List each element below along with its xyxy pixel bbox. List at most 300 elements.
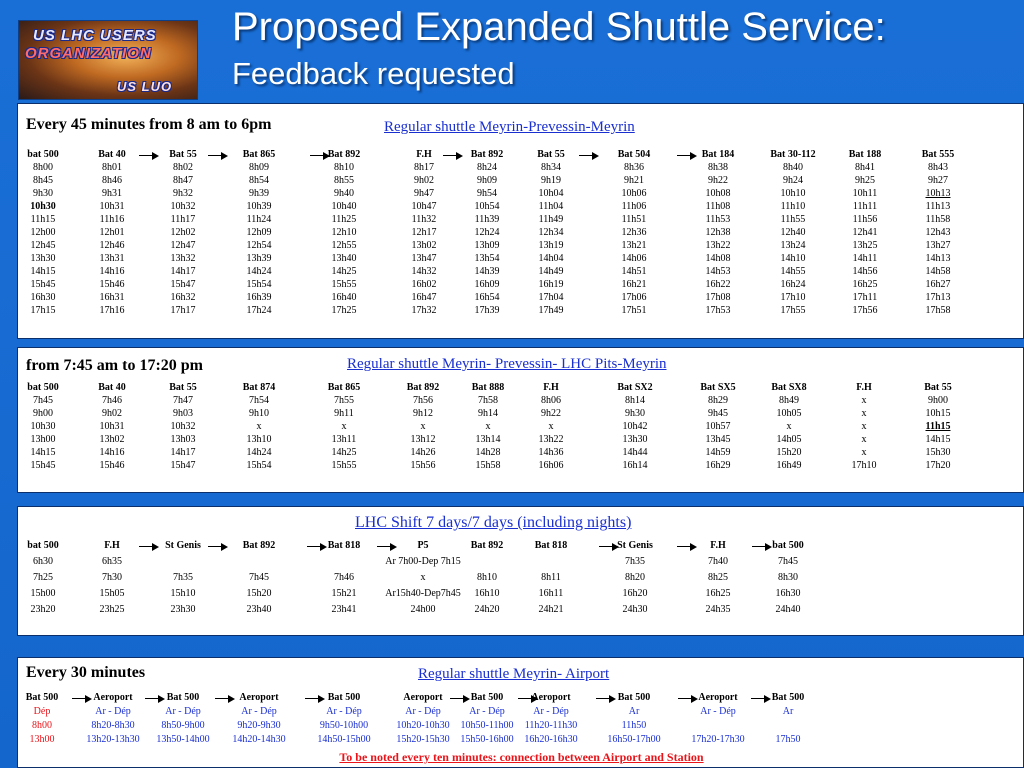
timetable-cell: 8h02 bbox=[173, 162, 193, 173]
timetable-cell: 13h14 bbox=[475, 434, 501, 445]
timetable-cell: Bat 500 bbox=[470, 692, 504, 703]
timetable-cell: 14h26 bbox=[410, 447, 436, 458]
timetable-cell: 9h31 bbox=[102, 188, 122, 199]
timetable-cell: 14h15 bbox=[925, 434, 951, 445]
timetable-cell: 13h27 bbox=[925, 240, 951, 251]
logo-line2: ORGANIZATION bbox=[25, 45, 152, 62]
timetable-cell: 9h27 bbox=[928, 175, 948, 186]
timetable-cell: 16h39 bbox=[246, 292, 272, 303]
timetable-cell: 11h56 bbox=[852, 214, 878, 225]
timetable-cell: 9h22 bbox=[541, 408, 561, 419]
timetable-cell: 8h01 bbox=[102, 162, 122, 173]
timetable-cell: 7h46 bbox=[334, 572, 354, 583]
timetable-cell: Bat SX8 bbox=[771, 382, 807, 393]
timetable-cell: 7h35 bbox=[173, 572, 193, 583]
timetable-cell: 13h02 bbox=[411, 240, 437, 251]
timetable-cell: 11h15 bbox=[925, 421, 951, 432]
timetable-cell: 9h20-9h30 bbox=[237, 720, 281, 731]
timetable-cell: 7h35 bbox=[625, 556, 645, 567]
timetable-cell: Bat 55 bbox=[169, 149, 197, 160]
timetable-cell: 10h15 bbox=[925, 408, 951, 419]
timetable-cell: Bat 500 bbox=[617, 692, 651, 703]
timetable-cell: bat 500 bbox=[27, 540, 59, 551]
table-row bbox=[18, 572, 1024, 588]
timetable-cell: 13h00 bbox=[29, 734, 55, 745]
timetable-cell: x bbox=[548, 421, 554, 432]
timetable-cell: 16h19 bbox=[538, 279, 564, 290]
timetable-cell: 9h30 bbox=[33, 188, 53, 199]
arrow-right-icon bbox=[518, 698, 536, 699]
timetable-cell: 10h11 bbox=[852, 188, 878, 199]
timetable-cell: 11h15 bbox=[30, 214, 56, 225]
timetable-cell: Ar - Dép bbox=[700, 706, 736, 717]
timetable-cell: 16h22 bbox=[705, 279, 731, 290]
timetable-cell: 12h24 bbox=[474, 227, 500, 238]
timetable-cell: 10h05 bbox=[776, 408, 802, 419]
timetable-cell: 17h16 bbox=[99, 305, 125, 316]
timetable-cell: 8h00 bbox=[33, 162, 53, 173]
timetable-cell: 23h25 bbox=[99, 604, 125, 615]
timetable-cell: 14h05 bbox=[776, 434, 802, 445]
timetable-cell: 16h09 bbox=[474, 279, 500, 290]
timetable-cell: 15h21 bbox=[331, 588, 357, 599]
timetable-cell: 17h13 bbox=[925, 292, 951, 303]
timetable-cell: 14h11 bbox=[852, 253, 878, 264]
timetable-cell: 7h40 bbox=[708, 556, 728, 567]
timetable-cell: Bat 500 bbox=[166, 692, 200, 703]
timetable-cell: Bat 30-112 bbox=[770, 149, 816, 160]
timetable-cell: 15h50-16h00 bbox=[460, 734, 514, 745]
timetable-cell: 9h50-10h00 bbox=[319, 720, 369, 731]
timetable-cell: 8h06 bbox=[541, 395, 561, 406]
timetable-cell: 17h17 bbox=[170, 305, 196, 316]
timetable-cell: 15h05 bbox=[99, 588, 125, 599]
schedule-panel-lhc-shift bbox=[17, 506, 1024, 636]
timetable-cell: 16h50-17h00 bbox=[607, 734, 661, 745]
timetable-cell: x bbox=[861, 434, 867, 445]
timetable-cell: 12h01 bbox=[99, 227, 125, 238]
timetable-cell: 16h27 bbox=[925, 279, 951, 290]
timetable-cell: 14h44 bbox=[622, 447, 648, 458]
timetable-cell: 17h50 bbox=[775, 734, 801, 745]
timetable-cell: Bat 504 bbox=[617, 149, 651, 160]
timetable-cell: 14h53 bbox=[705, 266, 731, 277]
timetable-cell: Aeroport bbox=[698, 692, 738, 703]
timetable-cell: 14h20-14h30 bbox=[232, 734, 286, 745]
timetable-cell: 14h13 bbox=[925, 253, 951, 264]
logo-line1: US LHC USERS bbox=[33, 27, 157, 44]
timetable-cell: 17h10 bbox=[851, 460, 877, 471]
table-row bbox=[18, 460, 1024, 473]
timetable-cell: 10h57 bbox=[705, 421, 731, 432]
table-row bbox=[18, 720, 1024, 734]
timetable-cell: 7h58 bbox=[478, 395, 498, 406]
timetable-cell: 12h46 bbox=[99, 240, 125, 251]
schedule-panel-lhc-pits bbox=[17, 347, 1024, 493]
section4-heading: Every 30 minutes bbox=[26, 664, 146, 681]
timetable-cell: 8h24 bbox=[477, 162, 497, 173]
timetable-cell: 11h08 bbox=[705, 201, 731, 212]
timetable-cell: 13h22 bbox=[705, 240, 731, 251]
timetable-cell: Bat 55 bbox=[537, 149, 565, 160]
timetable-cell: 23h30 bbox=[170, 604, 196, 615]
timetable-cell: Bat 500 bbox=[327, 692, 361, 703]
timetable-cell: Ar - Dép bbox=[165, 706, 201, 717]
arrow-right-icon bbox=[208, 155, 226, 156]
timetable-cell: Bat 892 bbox=[327, 149, 361, 160]
timetable-cell: 15h20 bbox=[776, 447, 802, 458]
timetable-cell: 10h06 bbox=[621, 188, 647, 199]
arrow-right-icon bbox=[215, 698, 233, 699]
timetable-cell: 17h39 bbox=[474, 305, 500, 316]
timetable-cell: 9h00 bbox=[928, 395, 948, 406]
section2-timetable bbox=[18, 382, 1024, 473]
timetable-cell: 17h08 bbox=[705, 292, 731, 303]
timetable-cell: 13h25 bbox=[852, 240, 878, 251]
timetable-cell: 8h55 bbox=[334, 175, 354, 186]
table-row bbox=[18, 395, 1024, 408]
timetable-cell: 17h49 bbox=[538, 305, 564, 316]
table-row bbox=[18, 734, 1024, 748]
timetable-cell: 11h17 bbox=[170, 214, 196, 225]
section3-route[interactable]: LHC Shift 7 days/7 days (including nights) bbox=[355, 514, 632, 531]
section2-route[interactable]: Regular shuttle Meyrin- Prevessin- LHC Pits-Meyrin bbox=[347, 356, 667, 372]
timetable-cell: Bat 40 bbox=[98, 382, 126, 393]
timetable-cell: 14h15 bbox=[30, 266, 56, 277]
timetable-cell: 11h39 bbox=[474, 214, 500, 225]
timetable-cell: 14h55 bbox=[780, 266, 806, 277]
timetable-cell: 14h39 bbox=[474, 266, 500, 277]
timetable-cell: x bbox=[861, 408, 867, 419]
timetable-cell: Bat 874 bbox=[242, 382, 276, 393]
timetable-cell: 17h20-17h30 bbox=[691, 734, 745, 745]
timetable-cell: 14h16 bbox=[99, 447, 125, 458]
timetable-cell: 10h39 bbox=[246, 201, 272, 212]
timetable-cell: F.H bbox=[104, 540, 120, 551]
table-row bbox=[18, 292, 1024, 305]
timetable-cell: 8h41 bbox=[855, 162, 875, 173]
timetable-cell: 11h11 bbox=[852, 201, 878, 212]
header-row bbox=[18, 540, 1024, 556]
timetable-cell: 17h51 bbox=[621, 305, 647, 316]
timetable-cell: 9h40 bbox=[334, 188, 354, 199]
section1-route[interactable]: Regular shuttle Meyrin-Prevessin-Meyrin bbox=[384, 119, 635, 135]
timetable-cell: 12h02 bbox=[170, 227, 196, 238]
timetable-cell: 6h30 bbox=[33, 556, 53, 567]
timetable-cell: 9h47 bbox=[414, 188, 434, 199]
timetable-cell: 14h17 bbox=[170, 266, 196, 277]
timetable-cell: 10h31 bbox=[99, 201, 125, 212]
timetable-cell: 17h58 bbox=[925, 305, 951, 316]
arrow-right-icon bbox=[139, 546, 157, 547]
timetable-cell: 16h30 bbox=[30, 292, 56, 303]
timetable-cell: Bat 184 bbox=[701, 149, 735, 160]
timetable-cell: 15h00 bbox=[30, 588, 56, 599]
timetable-cell: 8h14 bbox=[625, 395, 645, 406]
timetable-cell: 10h20-10h30 bbox=[396, 720, 450, 731]
timetable-cell: 17h55 bbox=[780, 305, 806, 316]
timetable-cell: Bat 188 bbox=[848, 149, 882, 160]
timetable-cell: 9h10 bbox=[249, 408, 269, 419]
timetable-cell: 16h40 bbox=[331, 292, 357, 303]
table-row bbox=[18, 175, 1024, 188]
table-row bbox=[18, 266, 1024, 279]
timetable-cell: Ar - Dép bbox=[95, 706, 131, 717]
timetable-cell: 12h34 bbox=[538, 227, 564, 238]
timetable-cell: 10h04 bbox=[538, 188, 564, 199]
section4-route[interactable]: Regular shuttle Meyrin- Airport bbox=[418, 666, 610, 682]
timetable-cell: 8h47 bbox=[173, 175, 193, 186]
arrow-right-icon bbox=[145, 698, 163, 699]
us-luo-logo bbox=[18, 20, 198, 100]
timetable-cell: 24h40 bbox=[775, 604, 801, 615]
timetable-cell: 14h10 bbox=[780, 253, 806, 264]
timetable-cell: 9h45 bbox=[708, 408, 728, 419]
timetable-cell: 24h30 bbox=[622, 604, 648, 615]
timetable-cell: 15h47 bbox=[170, 460, 196, 471]
timetable-cell: 13h12 bbox=[410, 434, 436, 445]
timetable-cell: x bbox=[861, 421, 867, 432]
timetable-cell: 8h49 bbox=[779, 395, 799, 406]
timetable-cell: 13h11 bbox=[331, 434, 357, 445]
timetable-cell: 8h46 bbox=[102, 175, 122, 186]
timetable-cell: 15h55 bbox=[331, 460, 357, 471]
timetable-cell: 8h36 bbox=[624, 162, 644, 173]
timetable-cell: 16h24 bbox=[780, 279, 806, 290]
timetable-cell: 12h41 bbox=[852, 227, 878, 238]
timetable-cell: 10h54 bbox=[474, 201, 500, 212]
timetable-cell: 9h32 bbox=[173, 188, 193, 199]
timetable-cell: Bat 892 bbox=[470, 540, 504, 551]
timetable-cell: 11h51 bbox=[621, 214, 647, 225]
timetable-cell: 15h45 bbox=[30, 279, 56, 290]
table-row bbox=[18, 214, 1024, 227]
table-row bbox=[18, 588, 1024, 604]
timetable-cell: Bat 865 bbox=[327, 382, 361, 393]
timetable-cell: 11h06 bbox=[621, 201, 647, 212]
timetable-cell: 10h31 bbox=[99, 421, 125, 432]
timetable-cell: 7h56 bbox=[413, 395, 433, 406]
table-row bbox=[18, 253, 1024, 266]
timetable-cell: 17h04 bbox=[538, 292, 564, 303]
timetable-cell: 13h19 bbox=[538, 240, 564, 251]
timetable-cell: 8h25 bbox=[708, 572, 728, 583]
header-row bbox=[18, 382, 1024, 395]
timetable-cell: 12h45 bbox=[30, 240, 56, 251]
arrow-right-icon bbox=[139, 155, 157, 156]
timetable-cell: x bbox=[485, 421, 491, 432]
timetable-cell: x bbox=[420, 572, 426, 583]
timetable-cell: Bat 500 bbox=[771, 692, 805, 703]
timetable-cell: 9h02 bbox=[102, 408, 122, 419]
timetable-cell: 9h03 bbox=[173, 408, 193, 419]
arrow-right-icon bbox=[443, 155, 461, 156]
timetable-cell: 15h46 bbox=[99, 279, 125, 290]
timetable-cell: 16h54 bbox=[474, 292, 500, 303]
timetable-cell: 9h12 bbox=[413, 408, 433, 419]
timetable-cell: 15h10 bbox=[170, 588, 196, 599]
timetable-cell: 6h35 bbox=[102, 556, 122, 567]
timetable-cell: Aeroport bbox=[239, 692, 279, 703]
timetable-cell: 23h41 bbox=[331, 604, 357, 615]
timetable-cell: 13h50-14h00 bbox=[156, 734, 210, 745]
timetable-cell: 17h15 bbox=[30, 305, 56, 316]
timetable-cell: P5 bbox=[417, 540, 429, 551]
timetable-cell: 7h45 bbox=[33, 395, 53, 406]
timetable-cell: 7h55 bbox=[334, 395, 354, 406]
airport-connection-notice: To be noted every ten minutes: connection between Airport and Station bbox=[339, 750, 704, 764]
timetable-cell: 15h56 bbox=[410, 460, 436, 471]
timetable-cell: 11h24 bbox=[246, 214, 272, 225]
timetable-cell: 14h58 bbox=[925, 266, 951, 277]
timetable-cell: 16h06 bbox=[538, 460, 564, 471]
timetable-cell: St Genis bbox=[617, 540, 653, 551]
timetable-cell: 14h25 bbox=[331, 447, 357, 458]
arrow-right-icon bbox=[677, 155, 695, 156]
timetable-cell: 10h32 bbox=[170, 421, 196, 432]
timetable-cell: Bat SX5 bbox=[700, 382, 736, 393]
timetable-cell: 15h20-15h30 bbox=[396, 734, 450, 745]
timetable-cell: 14h36 bbox=[538, 447, 564, 458]
timetable-cell: 8h38 bbox=[708, 162, 728, 173]
timetable-cell: bat 500 bbox=[27, 382, 59, 393]
timetable-cell: 17h32 bbox=[411, 305, 437, 316]
arrow-right-icon bbox=[377, 546, 395, 547]
timetable-cell: 12h54 bbox=[246, 240, 272, 251]
timetable-cell: x bbox=[341, 421, 347, 432]
timetable-cell: x bbox=[420, 421, 426, 432]
timetable-cell: 16h20-16h30 bbox=[524, 734, 578, 745]
timetable-cell: 11h53 bbox=[705, 214, 731, 225]
timetable-cell: Bat 818 bbox=[327, 540, 361, 551]
timetable-cell: 24h00 bbox=[410, 604, 436, 615]
timetable-cell: Bat 888 bbox=[471, 382, 505, 393]
timetable-cell: Bat 892 bbox=[242, 540, 276, 551]
header-row bbox=[18, 149, 1024, 162]
timetable-cell: 8h17 bbox=[414, 162, 434, 173]
timetable-cell: 17h25 bbox=[331, 305, 357, 316]
timetable-cell: 13h00 bbox=[30, 434, 56, 445]
timetable-cell: 7h47 bbox=[173, 395, 193, 406]
timetable-cell: 17h06 bbox=[621, 292, 647, 303]
timetable-cell: 11h04 bbox=[538, 201, 564, 212]
arrow-right-icon bbox=[752, 546, 770, 547]
timetable-cell: 15h58 bbox=[475, 460, 501, 471]
timetable-cell: Ar bbox=[782, 706, 794, 717]
timetable-cell: 9h30 bbox=[625, 408, 645, 419]
table-row bbox=[18, 706, 1024, 720]
timetable-cell: 8h34 bbox=[541, 162, 561, 173]
timetable-cell: 16h20 bbox=[622, 588, 648, 599]
timetable-cell: 16h02 bbox=[411, 279, 437, 290]
timetable-cell: 15h45 bbox=[30, 460, 56, 471]
timetable-cell: Bat 40 bbox=[98, 149, 126, 160]
timetable-cell: 13h09 bbox=[474, 240, 500, 251]
timetable-cell: 13h24 bbox=[780, 240, 806, 251]
arrow-right-icon bbox=[305, 698, 323, 699]
timetable-cell: 13h30 bbox=[622, 434, 648, 445]
timetable-cell: 14h56 bbox=[852, 266, 878, 277]
timetable-cell: 8h50-9h00 bbox=[161, 720, 205, 731]
timetable-cell: 13h21 bbox=[621, 240, 647, 251]
timetable-cell: 24h20 bbox=[474, 604, 500, 615]
table-row bbox=[18, 240, 1024, 253]
timetable-cell: 11h25 bbox=[331, 214, 357, 225]
timetable-cell: F.H bbox=[710, 540, 726, 551]
timetable-cell: St Genis bbox=[165, 540, 201, 551]
timetable-cell: F.H bbox=[416, 149, 432, 160]
timetable-cell: 16h30 bbox=[775, 588, 801, 599]
timetable-cell: 10h47 bbox=[411, 201, 437, 212]
timetable-cell: 7h45 bbox=[249, 572, 269, 583]
timetable-cell: Dép bbox=[33, 706, 51, 717]
timetable-cell: 11h50 bbox=[621, 720, 647, 731]
timetable-cell: 15h47 bbox=[170, 279, 196, 290]
timetable-cell: 8h30 bbox=[778, 572, 798, 583]
timetable-cell: Ar - Dép bbox=[326, 706, 362, 717]
timetable-cell: Ar - Dép bbox=[533, 706, 569, 717]
timetable-cell: 13h02 bbox=[99, 434, 125, 445]
timetable-cell: Bat 55 bbox=[169, 382, 197, 393]
timetable-cell: 7h45 bbox=[778, 556, 798, 567]
timetable-cell: 13h10 bbox=[246, 434, 272, 445]
timetable-cell: 17h24 bbox=[246, 305, 272, 316]
timetable-cell: Ar - Dép bbox=[405, 706, 441, 717]
timetable-cell: 8h00 bbox=[32, 720, 52, 731]
timetable-cell: Ar 7h00-Dep 7h15 bbox=[385, 556, 461, 567]
timetable-cell: 13h39 bbox=[246, 253, 272, 264]
timetable-cell: 9h09 bbox=[477, 175, 497, 186]
timetable-cell: 9h21 bbox=[624, 175, 644, 186]
logo-line3: US LUO bbox=[117, 79, 173, 94]
table-row bbox=[18, 421, 1024, 434]
arrow-right-icon bbox=[596, 698, 614, 699]
timetable-cell: 16h21 bbox=[621, 279, 647, 290]
timetable-cell: 8h29 bbox=[708, 395, 728, 406]
timetable-cell: x bbox=[786, 421, 792, 432]
table-row bbox=[18, 305, 1024, 318]
timetable-cell: F.H bbox=[856, 382, 872, 393]
timetable-cell: 11h10 bbox=[780, 201, 806, 212]
timetable-cell: 14h08 bbox=[705, 253, 731, 264]
section1-heading: Every 45 minutes from 8 am to 6pm bbox=[26, 116, 272, 133]
timetable-cell: 8h09 bbox=[249, 162, 269, 173]
timetable-cell: 12h40 bbox=[780, 227, 806, 238]
table-row bbox=[18, 188, 1024, 201]
title-line2: Feedback requested bbox=[232, 56, 515, 91]
table-row bbox=[18, 408, 1024, 421]
table-row bbox=[18, 279, 1024, 292]
timetable-cell: 9h11 bbox=[334, 408, 354, 419]
table-row bbox=[18, 162, 1024, 175]
arrow-right-icon bbox=[599, 546, 617, 547]
timetable-cell: Bat 818 bbox=[534, 540, 568, 551]
timetable-cell: 10h32 bbox=[170, 201, 196, 212]
timetable-cell: 17h20 bbox=[925, 460, 951, 471]
timetable-cell: 11h58 bbox=[925, 214, 951, 225]
timetable-cell: 14h25 bbox=[331, 266, 357, 277]
timetable-cell: 13h03 bbox=[170, 434, 196, 445]
timetable-cell: Bat 555 bbox=[921, 149, 955, 160]
slide-title bbox=[232, 4, 886, 92]
timetable-cell: 14h24 bbox=[246, 447, 272, 458]
timetable-cell: Bat 865 bbox=[242, 149, 276, 160]
timetable-cell: 12h43 bbox=[925, 227, 951, 238]
title-line1: Proposed Expanded Shuttle Service: bbox=[232, 5, 886, 49]
timetable-cell: 9h25 bbox=[855, 175, 875, 186]
timetable-cell: 8h20 bbox=[625, 572, 645, 583]
timetable-cell: 12h36 bbox=[621, 227, 647, 238]
